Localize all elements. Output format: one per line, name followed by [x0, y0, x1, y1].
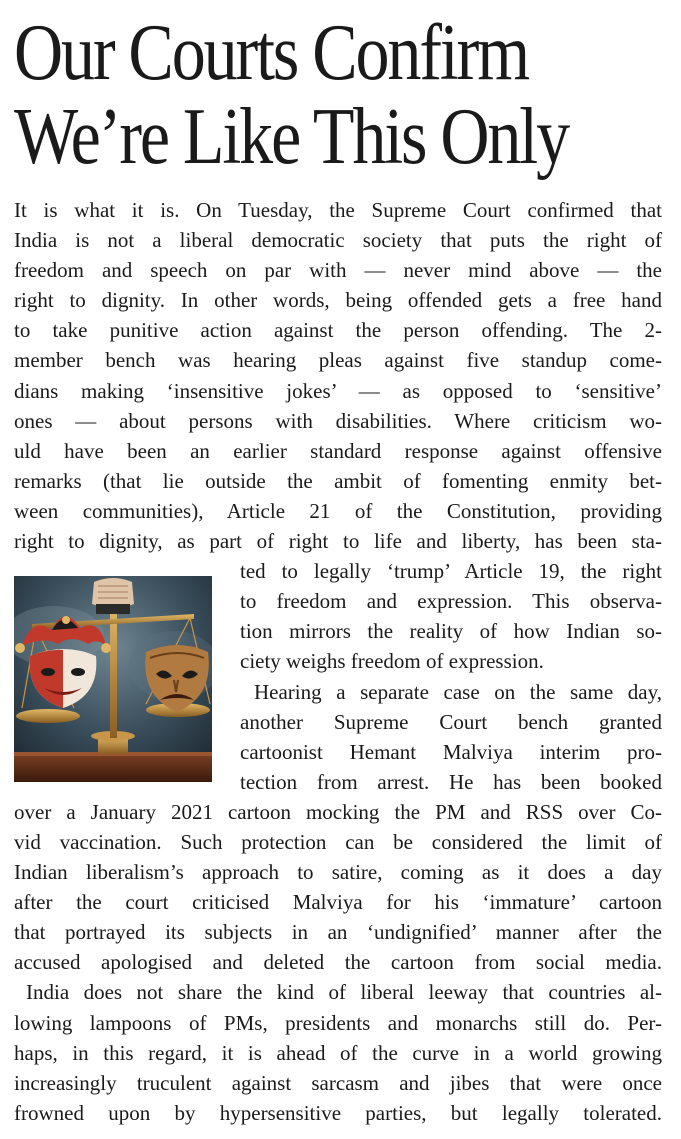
body-line: over a January 2021 cartoon mocking the PM and RSS over Co- — [14, 799, 662, 824]
body-line: ciety weighs freedom of expression. — [240, 649, 544, 674]
headline — [14, 7, 569, 181]
body-line: accused apologised and deleted the cartoon from social media. — [14, 950, 662, 975]
body-line: remarks (that lie outside the ambit of fomenting enmity bet- — [14, 468, 662, 493]
body-line: tion mirrors the reality of how Indian so- — [240, 619, 662, 644]
body-line: right to dignity. In other words, being offended gets a free hand — [14, 288, 662, 313]
scales-masks-image — [14, 576, 212, 782]
body-line: cartoonist Hemant Malviya interim pro- — [240, 739, 662, 764]
body-line: that portrayed its subjects in an ‘undignified’ manner after the — [14, 920, 662, 945]
body-line: haps, in this regard, it is ahead of the curve in a world growing — [14, 1040, 662, 1065]
body-line: Hearing a separate case on the same day, — [254, 679, 662, 704]
body-line: ones — about persons with disabilities. Where criticism wo- — [14, 408, 662, 433]
body-line: member bench was hearing pleas against five standup come- — [14, 348, 662, 373]
body-line: tection from arrest. He has been booked — [240, 769, 662, 794]
body-line: to freedom and expression. This observa- — [240, 589, 662, 614]
body-line: increasingly truculent against sarcasm and jibes that were once — [14, 1070, 662, 1095]
body-line: to take punitive action against the person offending. The 2- — [14, 318, 662, 343]
body-line: vid vaccination. Such protection can be considered the limit of — [14, 829, 662, 854]
body-line: ween communities), Article 21 of the Constitution, providing — [14, 498, 662, 523]
body-line: lowing lampoons of PMs, presidents and monarchs still do. Per- — [14, 1010, 662, 1035]
body-line: India does not share the kind of liberal leeway that countries al- — [26, 980, 662, 1005]
body-line: uld have been an earlier standard response against offensive — [14, 438, 662, 463]
illustration-scales-of-justice — [14, 576, 212, 782]
headline-line-1: Our Courts Confirm — [14, 7, 529, 97]
body-line: Indian liberalism’s approach to satire, coming as it does a day — [14, 860, 662, 885]
body-line: freedom and speech on par with — never mind above — the — [14, 258, 662, 283]
body-line: dians making ‘insensitive jokes’ — as opposed to ‘sensitive’ — [14, 378, 662, 403]
headline-line-2: We’re Like This Only — [14, 91, 569, 181]
body-line: right to dignity, as part of right to life and liberty, has been sta- — [14, 529, 662, 554]
body-line: frowned upon by hypersensitive parties, but legally tolerated. — [14, 1100, 662, 1125]
body-line: It is what it is. On Tuesday, the Supreme Court confirmed that — [14, 198, 662, 222]
body-line: ted to legally ‘trump’ Article 19, the right — [240, 559, 662, 584]
body-line: another Supreme Court bench granted — [240, 709, 662, 734]
body-line: India is not a liberal democratic society that puts the right of — [14, 228, 662, 253]
body-line: after the court criticised Malviya for his ‘immature’ cartoon — [14, 890, 662, 915]
